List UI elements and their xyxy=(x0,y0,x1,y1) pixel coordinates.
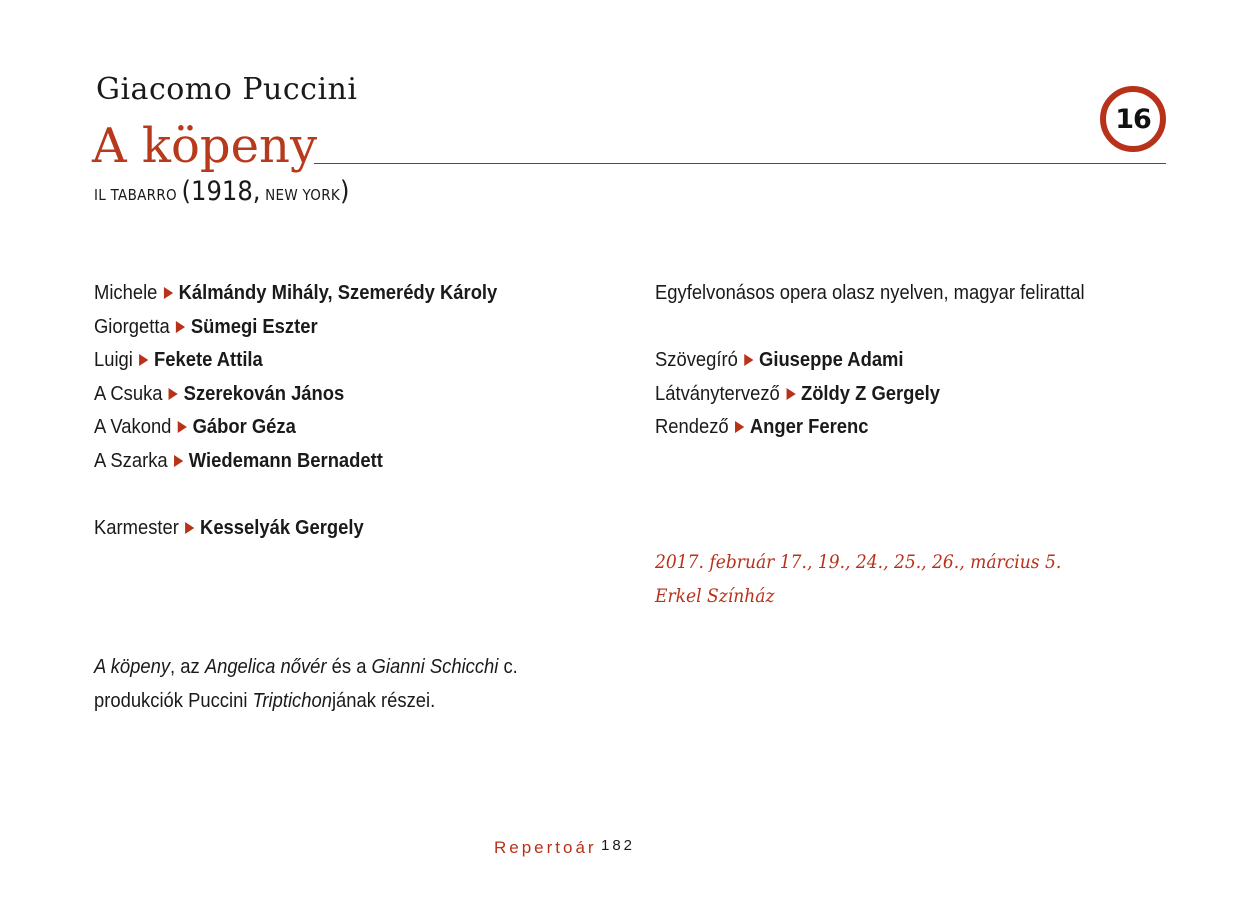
note-title-4: Triptichon xyxy=(252,690,332,712)
performer-name: Szerekován János xyxy=(183,383,345,405)
note-text: c. xyxy=(498,656,518,678)
arrow-right-icon xyxy=(174,455,183,467)
note-title-1: A köpeny xyxy=(94,656,171,678)
note-title-2: Angelica nővér xyxy=(204,656,327,678)
note-text: és a xyxy=(326,656,372,678)
arrow-right-icon xyxy=(139,354,148,366)
credit-row-designer xyxy=(655,383,940,406)
credit-row-director xyxy=(655,416,868,439)
arrow-right-icon xyxy=(185,522,194,534)
role-label: A Szarka xyxy=(94,450,168,472)
performance-dates: 2017. február 17., 19., 24., 25., 26., március 5. xyxy=(655,551,1062,573)
performer-name: Anger Ferenc xyxy=(749,416,869,438)
role-label: A Csuka xyxy=(94,383,163,405)
cast-row-csuka xyxy=(94,383,344,406)
cast-row-vakond xyxy=(94,416,296,439)
arrow-right-icon xyxy=(164,287,173,299)
arrow-right-icon xyxy=(169,388,178,400)
premiere-city: NEW YORK xyxy=(265,186,341,204)
role-label: A Vakond xyxy=(94,416,172,438)
role-label: Karmester xyxy=(94,517,179,539)
paren-open: ( xyxy=(181,176,191,207)
cast-row-michele xyxy=(94,282,497,305)
performer-name: Giuseppe Adami xyxy=(759,349,904,371)
title-rule xyxy=(314,163,1166,164)
credit-row-librettist xyxy=(655,349,904,372)
arrow-right-icon xyxy=(735,421,744,433)
premiere-year: 1918, xyxy=(191,176,261,207)
role-label: Rendező xyxy=(655,416,729,438)
paren-close: ) xyxy=(340,176,350,207)
conductor-row xyxy=(94,517,364,540)
arrow-right-icon xyxy=(744,354,753,366)
note-text: , az xyxy=(170,656,205,678)
note-title-3: Gianni Schicchi xyxy=(371,656,499,678)
age-rating-badge: 16 xyxy=(1100,86,1166,152)
note-text: produkciók Puccini xyxy=(94,690,253,712)
arrow-right-icon xyxy=(176,321,185,333)
original-title-line xyxy=(94,176,350,207)
venue: Erkel Színház xyxy=(655,585,775,607)
cast-row-szarka xyxy=(94,450,383,473)
role-label: Szövegíró xyxy=(655,349,738,371)
cast-row-luigi xyxy=(94,349,263,372)
performer-name: Sümegi Eszter xyxy=(190,316,318,338)
production-description: Egyfelvonásos opera olasz nyelven, magyar felirattal xyxy=(655,282,1085,304)
performer-name: Zöldy Z Gergely xyxy=(800,383,941,405)
role-label: Giorgetta xyxy=(94,316,170,338)
page-number: 182 xyxy=(601,837,636,854)
composer-name: Giacomo Puccini xyxy=(96,72,358,107)
role-label: Luigi xyxy=(94,349,133,371)
performer-name: Kesselyák Gergely xyxy=(200,517,364,539)
performer-name: Fekete Attila xyxy=(154,349,263,371)
production-note xyxy=(94,650,518,718)
performer-name: Wiedemann Bernadett xyxy=(188,450,383,472)
opera-title: A köpeny xyxy=(92,118,318,174)
performer-name: Kálmándy Mihály, Szemerédy Károly xyxy=(178,282,498,304)
arrow-right-icon xyxy=(786,388,795,400)
cast-row-giorgetta xyxy=(94,316,318,339)
footer-section-label: Repertoár xyxy=(494,838,597,857)
performer-name: Gábor Géza xyxy=(192,416,296,438)
note-text: jának részei. xyxy=(331,690,436,712)
original-title: IL TABARRO xyxy=(94,186,177,204)
role-label: Michele xyxy=(94,282,158,304)
arrow-right-icon xyxy=(178,421,187,433)
role-label: Látványtervező xyxy=(655,383,780,405)
